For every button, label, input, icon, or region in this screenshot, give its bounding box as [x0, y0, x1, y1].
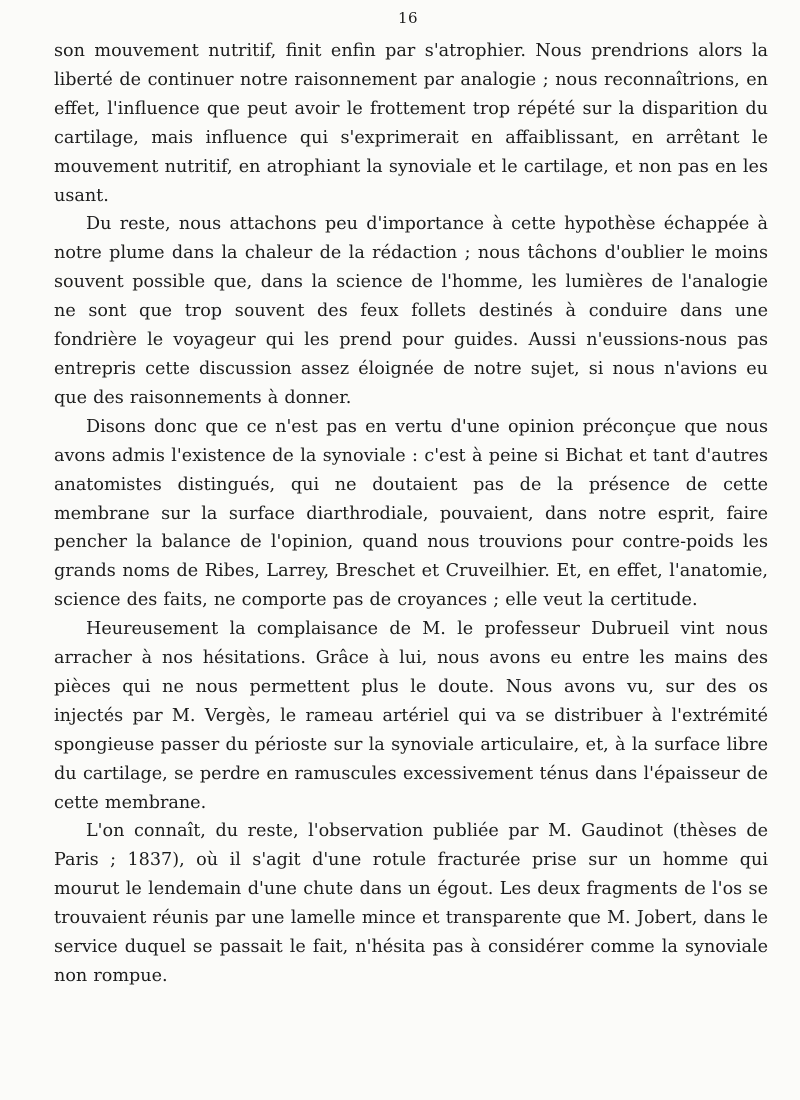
- paragraph: L'on connaît, du reste, l'observation publiée par M. Gaudinot (thèses de Paris ; 1837), où il s'agit d'une rotule fracturée prise sur un homme qui mourut le lendemain d'une chute dans un égout. Les deux fragments de l'os se trouvaient réunis par une lamelle mince et transparente que M. Jobert, dans le service duquel se passait le fait, n'hésita pas à considérer comme la synoviale non rompue.: [54, 821, 768, 986]
- paragraph: Disons donc que ce n'est pas en vertu d'une opinion préconçue que nous avons admis l'existence de la synoviale : c'est à peine si Bichat et tant d'autres anatomistes distingués, qui ne doutaient pas de la présence de cette membrane sur la surface diarthrodiale, pouvaient, dans notre esprit, faire pencher la balance de l'opinion, quand nous trouvions pour contre-poids les grands noms de Ribes, Larrey, Breschet et Cruveilhier. Et, en effet, l'anatomie, science des faits, ne comporte pas de croyances ; elle veut la certitude.: [54, 416, 768, 611]
- paragraph: Du reste, nous attachons peu d'importance à cette hypothèse échappée à notre plume dans la chaleur de la rédaction ; nous tâchons d'oublier le moins souvent possible que, dans la science de l'homme, les lumières de l'analogie ne sont que trop souvent des feux follets destinés à conduire dans une fondrière le voyageur qui les prend pour guides. Aussi n'eussions-nous pas entrepris cette discussion assez éloignée de notre sujet, si nous n'avions eu que des raisonnements à donner.: [54, 214, 768, 408]
- paragraph: Heureusement la complaisance de M. le professeur Dubrueil vint nous arracher à nos hésitations. Grâce à lui, nous avons eu entre les mains des pièces qui ne nous permettent plus le doute. Nous avons vu, sur des os injectés par M. Vergès, le rameau artériel qui va se distribuer à l'extrémité spongieuse passer du périoste sur la synoviale articulaire, et, à la surface libre du cartilage, se perdre en ramuscules excessivement ténus dans l'épaisseur de cette membrane.: [54, 619, 768, 813]
- body-text: [54, 37, 768, 991]
- paragraph: son mouvement nutritif, finit enfin par s'atrophier. Nous prendrions alors la liberté de continuer notre raisonnement par analogie ; nous reconnaîtrions, en effet, l'influence que peut avoir le frottement trop répété sur la disparition du cartilage, mais influence qui s'exprimerait en affaiblissant, en arrêtant le mouvement nutritif, en atrophiant la synoviale et le cartilage, et non pas en les usant.: [54, 41, 768, 206]
- page-number: 16: [397, 9, 419, 27]
